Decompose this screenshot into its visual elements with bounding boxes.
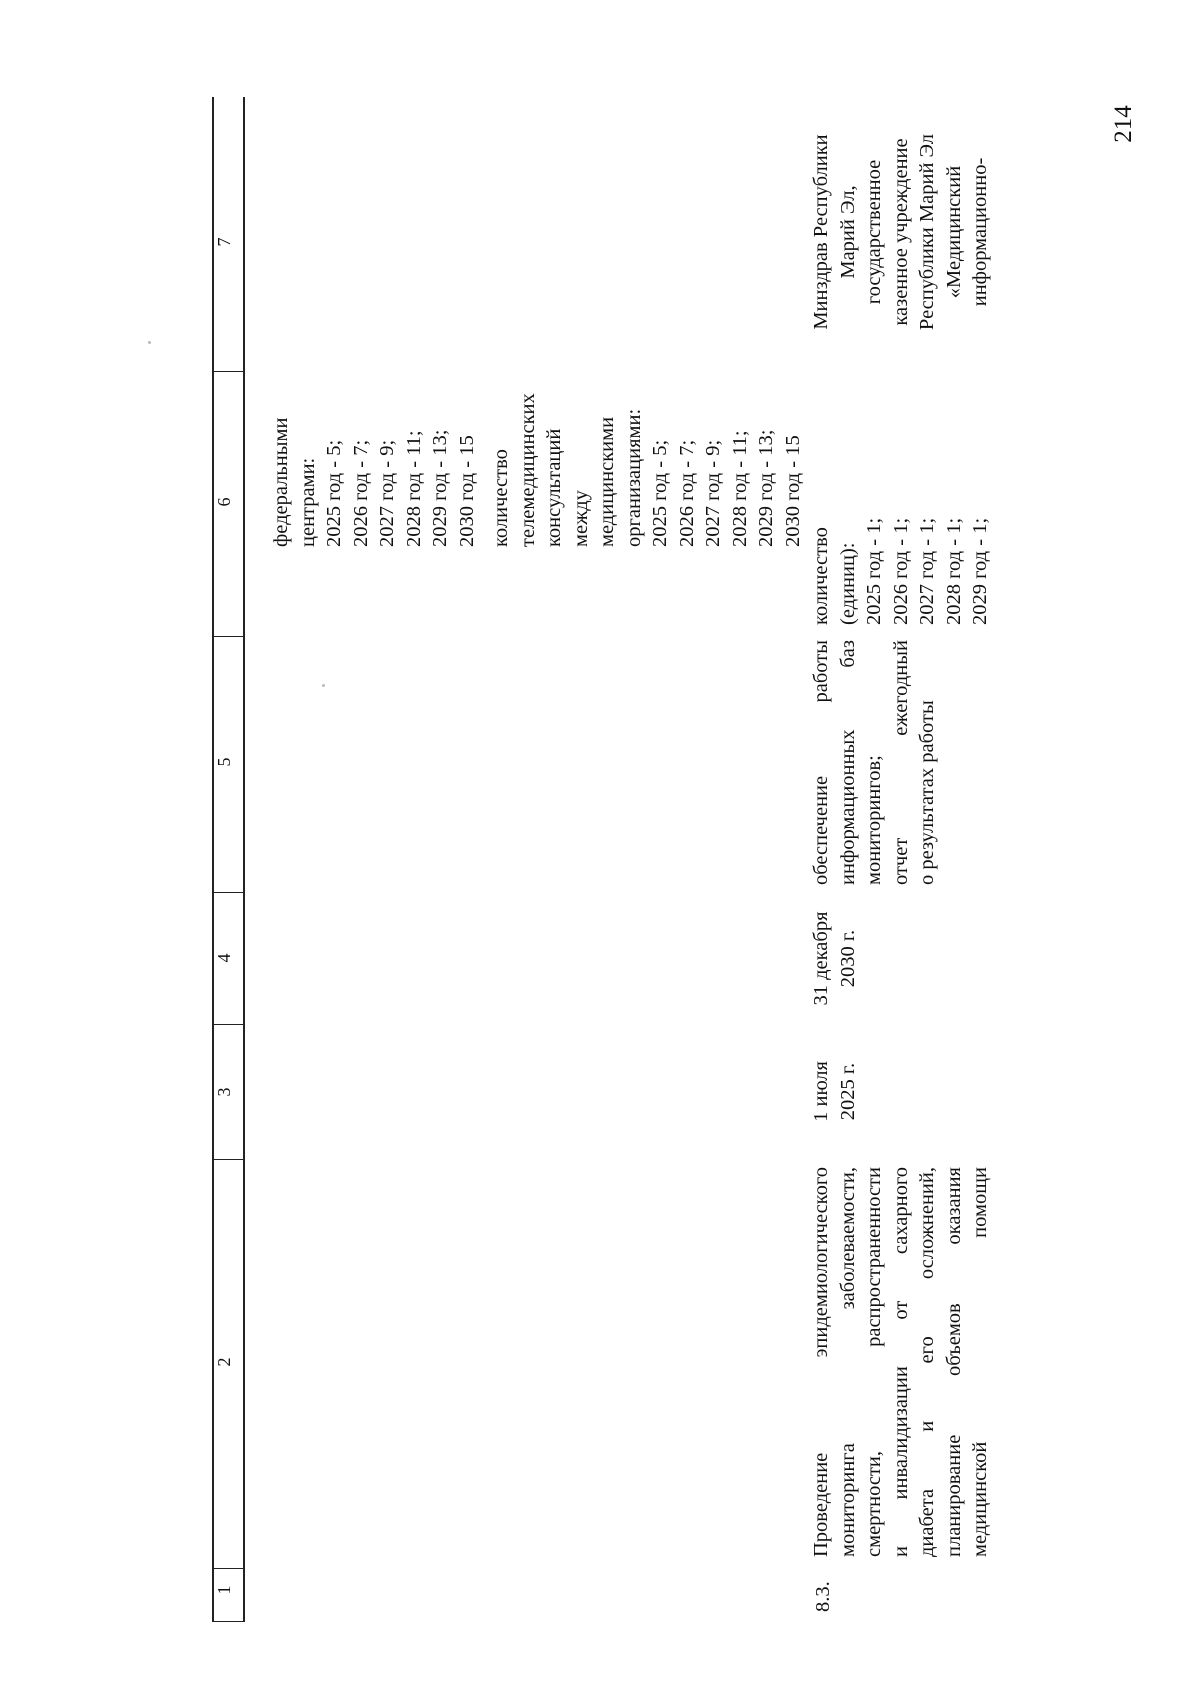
col-divider <box>213 371 243 372</box>
column-number-7: 7 <box>214 237 234 247</box>
col-divider <box>213 1568 243 1569</box>
column-number-2: 2 <box>214 1357 234 1367</box>
row-8-3-number: 8.3. <box>812 1581 834 1612</box>
column-number-5: 5 <box>214 757 234 767</box>
row-8-3-responsible: Минздрав Республики Марий Эл, государственное казенное учреждение Республики Марий Эл «Медицинский информационно- <box>810 133 991 331</box>
column-number-3: 3 <box>214 1087 234 1097</box>
scan-speck <box>148 341 151 344</box>
col6-continuation-block-1: федеральными центрами: 2025 год - 5; 2026 год - 7; 2027 год - 9; 2028 год - 11; 2029 год - 13; 2030 год - 15 <box>270 417 478 547</box>
page-number: 214 <box>1110 105 1137 143</box>
column-number-4: 4 <box>214 953 234 963</box>
row-8-3-description: Проведение эпидемиологического мониторинга заболеваемости, смертности, распространенности и инвалидизации от сахарного диабета и его осложнений, планирование объемов оказания медицинской помощи <box>810 1167 991 1557</box>
row-8-3-end-date: 31 декабря 2030 г. <box>810 911 859 1006</box>
table-header-bottom-border <box>243 97 245 1622</box>
row-8-3-indicator: количество (единиц): 2025 год - 1; 2026 год - 1; 2027 год - 1; 2028 год - 1; 2029 год - 1; <box>810 517 991 625</box>
col-divider <box>213 892 243 893</box>
table-header-top-border <box>212 97 214 1622</box>
row-8-3-result: обеспечение работы информационных баз мониторингов; отчет ежегодный о результатах работы <box>810 640 938 885</box>
column-number-6: 6 <box>214 497 234 507</box>
scan-speck <box>322 684 325 687</box>
column-number-1: 1 <box>214 1585 234 1595</box>
col6-continuation-block-2: количество телемедицинских консультаций между медицинскими организациями: 2025 год - 5; 2026 год - 7; 2027 год - 9; 2028 год - 11; 2029 год - 13; 2030 год - 15 <box>490 393 804 547</box>
col-divider <box>213 1024 243 1025</box>
col-divider <box>213 1159 243 1160</box>
col-divider <box>213 636 243 637</box>
col-divider <box>213 1621 243 1622</box>
row-8-3-start-date: 1 июля 2025 г. <box>810 1061 859 1122</box>
